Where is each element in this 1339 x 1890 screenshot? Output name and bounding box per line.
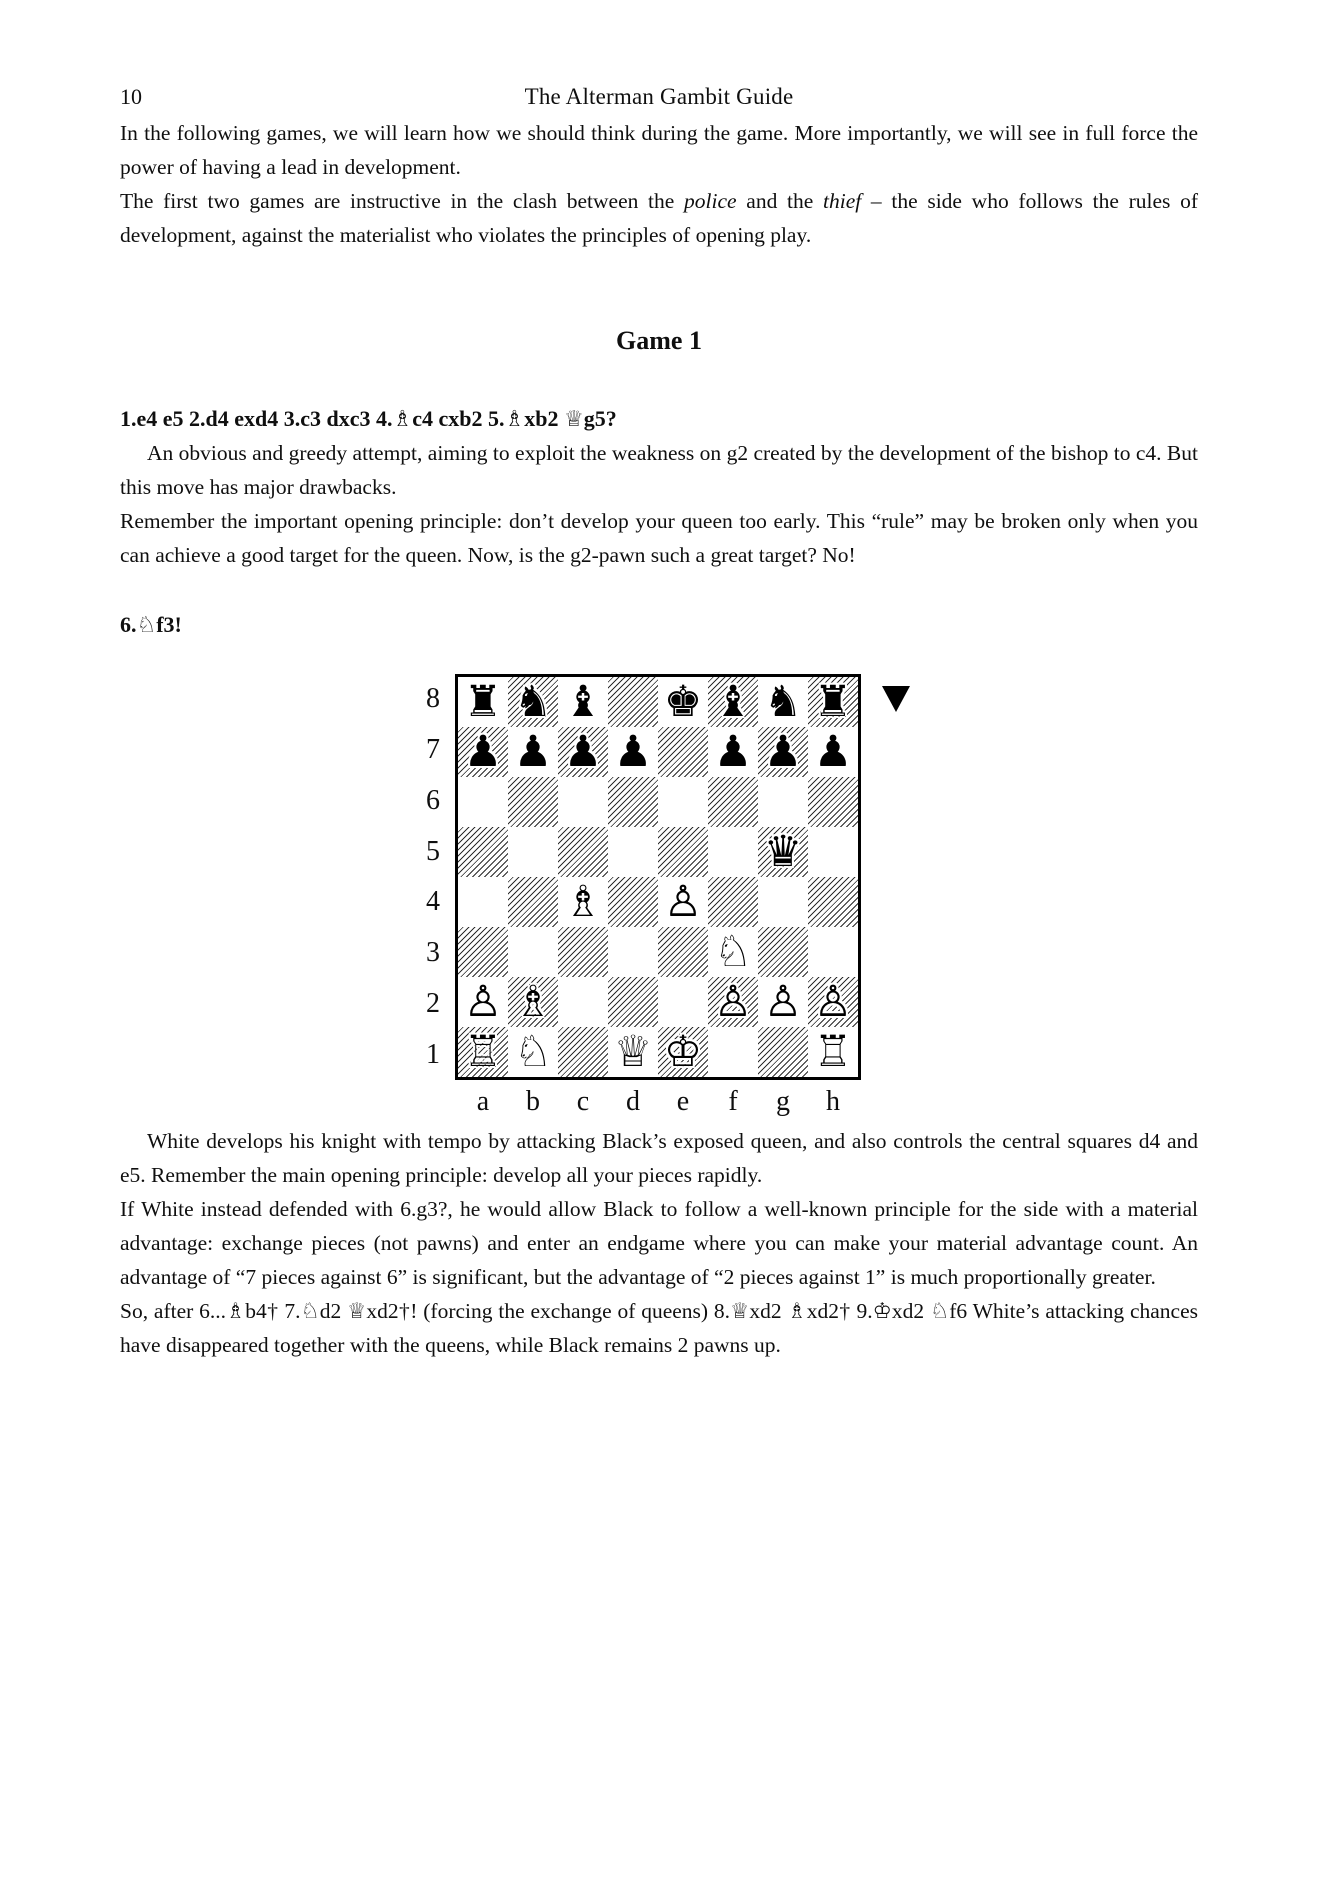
board-square-b6: [508, 777, 558, 827]
board-square-e4: [658, 877, 708, 927]
board-square-f5: [708, 827, 758, 877]
piece-white-knight: ♘: [713, 927, 753, 977]
board-square-h3: [808, 927, 858, 977]
piece-white-rook: ♖: [463, 1027, 503, 1077]
board-square-a7: [458, 727, 508, 777]
board-square-a8: [458, 677, 508, 727]
rank-label-2: 2: [426, 987, 440, 1019]
italic-police: police: [684, 189, 737, 213]
file-label-b: b: [526, 1086, 540, 1117]
side-to-move-cell: [861, 674, 909, 1080]
board-square-a1: [458, 1027, 508, 1077]
rank-label-7: 7: [426, 734, 440, 766]
board-square-c5: [558, 827, 608, 877]
piece-white-pawn: ♙: [713, 977, 753, 1027]
italic-thief: thief: [823, 189, 862, 213]
board-square-b5: [508, 827, 558, 877]
board-square-a5: [458, 827, 508, 877]
rank-label-3: 3: [426, 937, 440, 969]
file-label-a: a: [476, 1086, 490, 1117]
piece-black-pawn: ♟: [563, 727, 603, 777]
black-to-move-icon: [882, 686, 910, 712]
page-number: 10: [120, 84, 142, 109]
board-square-b1: [508, 1027, 558, 1077]
main-move-line: 1.e4 e5 2.d4 exd4 3.c3 dxc3 4.♗c4 cxb2 5.♗xb2 ♕g5?: [120, 406, 617, 431]
piece-black-pawn: ♟: [513, 727, 553, 777]
board-square-h1: [808, 1027, 858, 1077]
piece-white-bishop: ♗: [513, 977, 553, 1027]
file-label-g: g: [776, 1086, 790, 1117]
book-title: The Alterman Gambit Guide: [524, 84, 794, 109]
piece-white-rook: ♖: [813, 1027, 853, 1077]
board-square-c6: [558, 777, 608, 827]
piece-white-bishop: ♗: [563, 877, 603, 927]
piece-white-king: ♔: [663, 1027, 703, 1077]
board-square-h7: [808, 727, 858, 777]
board-square-g5: [758, 827, 808, 877]
board-square-a2: [458, 977, 508, 1027]
board-square-d5: [608, 827, 658, 877]
rank-label-5: 5: [426, 835, 440, 867]
board-square-e3: [658, 927, 708, 977]
piece-black-bishop: ♝: [713, 677, 753, 727]
rank-label-6: 6: [426, 784, 440, 816]
board-square-e5: [658, 827, 708, 877]
running-head: [120, 84, 1198, 116]
piece-white-pawn: ♙: [463, 977, 503, 1027]
board-square-c2: [558, 977, 608, 1027]
rank-label-8: 8: [426, 683, 440, 715]
board-square-f3: [708, 927, 758, 977]
board-square-b4: [508, 877, 558, 927]
piece-black-queen: ♛: [763, 827, 803, 877]
piece-black-pawn: ♟: [713, 727, 753, 777]
piece-black-pawn: ♟: [613, 727, 653, 777]
board-square-h5: [808, 827, 858, 877]
file-labels: [455, 1084, 861, 1124]
intro-paragraph-2: [120, 184, 1198, 252]
intro-p2-post: – the side who follows the rules of development, against the materialist who violates the principles of opening play.: [120, 189, 1198, 247]
board-square-b3: [508, 927, 558, 977]
piece-black-rook: ♜: [463, 677, 503, 727]
intro-paragraph-1: In the following games, we will learn how we should think during the game. More importantly, we will see in full force the power of having a lead in development.: [120, 121, 1198, 179]
board-square-e6: [658, 777, 708, 827]
board-square-f2: [708, 977, 758, 1027]
board-square-c8: [558, 677, 608, 727]
piece-black-bishop: ♝: [563, 677, 603, 727]
board-square-c3: [558, 927, 608, 977]
board-square-c4: [558, 877, 608, 927]
piece-black-pawn: ♟: [813, 727, 853, 777]
piece-white-pawn: ♙: [663, 877, 703, 927]
board-square-c7: [558, 727, 608, 777]
board-square-g8: [758, 677, 808, 727]
file-label-d: d: [626, 1086, 640, 1117]
file-label-e: e: [676, 1086, 690, 1117]
chess-board: [455, 674, 861, 1080]
game-heading: Game 1: [616, 326, 702, 355]
board-square-e8: [658, 677, 708, 727]
board-square-d2: [608, 977, 658, 1027]
comment-paragraph-2: Remember the important opening principle: don’t develop your queen too early. This “rule” may be broken only when you can achieve a good target for the queen. Now, is the g2-pawn such a great target? No!: [120, 509, 1198, 567]
rank-label-1: 1: [426, 1038, 440, 1070]
chess-diagram: [120, 674, 1198, 1124]
board-square-d4: [608, 877, 658, 927]
board-square-g2: [758, 977, 808, 1027]
board-square-f4: [708, 877, 758, 927]
board-square-h8: [808, 677, 858, 727]
board-square-b7: [508, 727, 558, 777]
rank-labels: [409, 674, 455, 1080]
intro-p2-mid: and the: [736, 189, 823, 213]
board-square-f7: [708, 727, 758, 777]
after-paragraph-1: White develops his knight with tempo by attacking Black’s exposed queen, and also controls the central squares d4 and e5. Remember the main opening principle: develop all your pieces rapidly.: [120, 1129, 1198, 1187]
board-square-f8: [708, 677, 758, 727]
piece-black-king: ♚: [663, 677, 703, 727]
piece-black-pawn: ♟: [763, 727, 803, 777]
board-square-d8: [608, 677, 658, 727]
board-square-d7: [608, 727, 658, 777]
after-paragraph-3: So, after 6...♗b4† 7.♘d2 ♕xd2†! (forcing the exchange of queens) 8.♕xd2 ♗xd2† 9.♔xd2 ♘f6 White’s attacking chances have disappeared together with the queens, while Black remains 2 pawns up.: [120, 1299, 1198, 1357]
file-label-c: c: [576, 1086, 590, 1117]
board-square-g3: [758, 927, 808, 977]
board-square-d1: [608, 1027, 658, 1077]
board-square-b2: [508, 977, 558, 1027]
move-6-line: 6.♘f3!: [120, 612, 182, 637]
piece-black-pawn: ♟: [463, 727, 503, 777]
rank-label-4: 4: [426, 886, 440, 918]
piece-white-pawn: ♙: [813, 977, 853, 1027]
board-square-f1: [708, 1027, 758, 1077]
board-square-a6: [458, 777, 508, 827]
board-square-d6: [608, 777, 658, 827]
file-label-h: h: [826, 1086, 840, 1117]
intro-p2-text: The first two games are instructive in the clash between the: [120, 189, 685, 213]
board-square-e2: [658, 977, 708, 1027]
chess-diagram-grid: [409, 674, 909, 1124]
piece-white-pawn: ♙: [763, 977, 803, 1027]
board-square-d3: [608, 927, 658, 977]
board-square-c1: [558, 1027, 608, 1077]
board-square-h6: [808, 777, 858, 827]
board-square-g1: [758, 1027, 808, 1077]
board-square-h2: [808, 977, 858, 1027]
piece-black-knight: ♞: [513, 677, 553, 727]
board-square-g7: [758, 727, 808, 777]
after-paragraph-2: If White instead defended with 6.g3?, he would allow Black to follow a well-known principle for the side with a material advantage: exchange pieces (not pawns) and enter an endgame where you can make your material advantage count. An advantage of “7 pieces against 6” is significant, but the advantage of “2 pieces against 1” is much proportionally greater.: [120, 1197, 1198, 1289]
board-square-b8: [508, 677, 558, 727]
board-square-h4: [808, 877, 858, 927]
piece-black-rook: ♜: [813, 677, 853, 727]
board-square-g6: [758, 777, 808, 827]
file-label-f: f: [728, 1086, 738, 1117]
board-square-a3: [458, 927, 508, 977]
board-square-g4: [758, 877, 808, 927]
board-square-e7: [658, 727, 708, 777]
piece-black-knight: ♞: [763, 677, 803, 727]
board-square-e1: [658, 1027, 708, 1077]
board-square-f6: [708, 777, 758, 827]
piece-white-queen: ♕: [613, 1027, 653, 1077]
board-square-a4: [458, 877, 508, 927]
piece-white-knight: ♘: [513, 1027, 553, 1077]
comment-paragraph-1: An obvious and greedy attempt, aiming to exploit the weakness on g2 created by the development of the bishop to c4. But this move has major drawbacks.: [120, 441, 1198, 499]
